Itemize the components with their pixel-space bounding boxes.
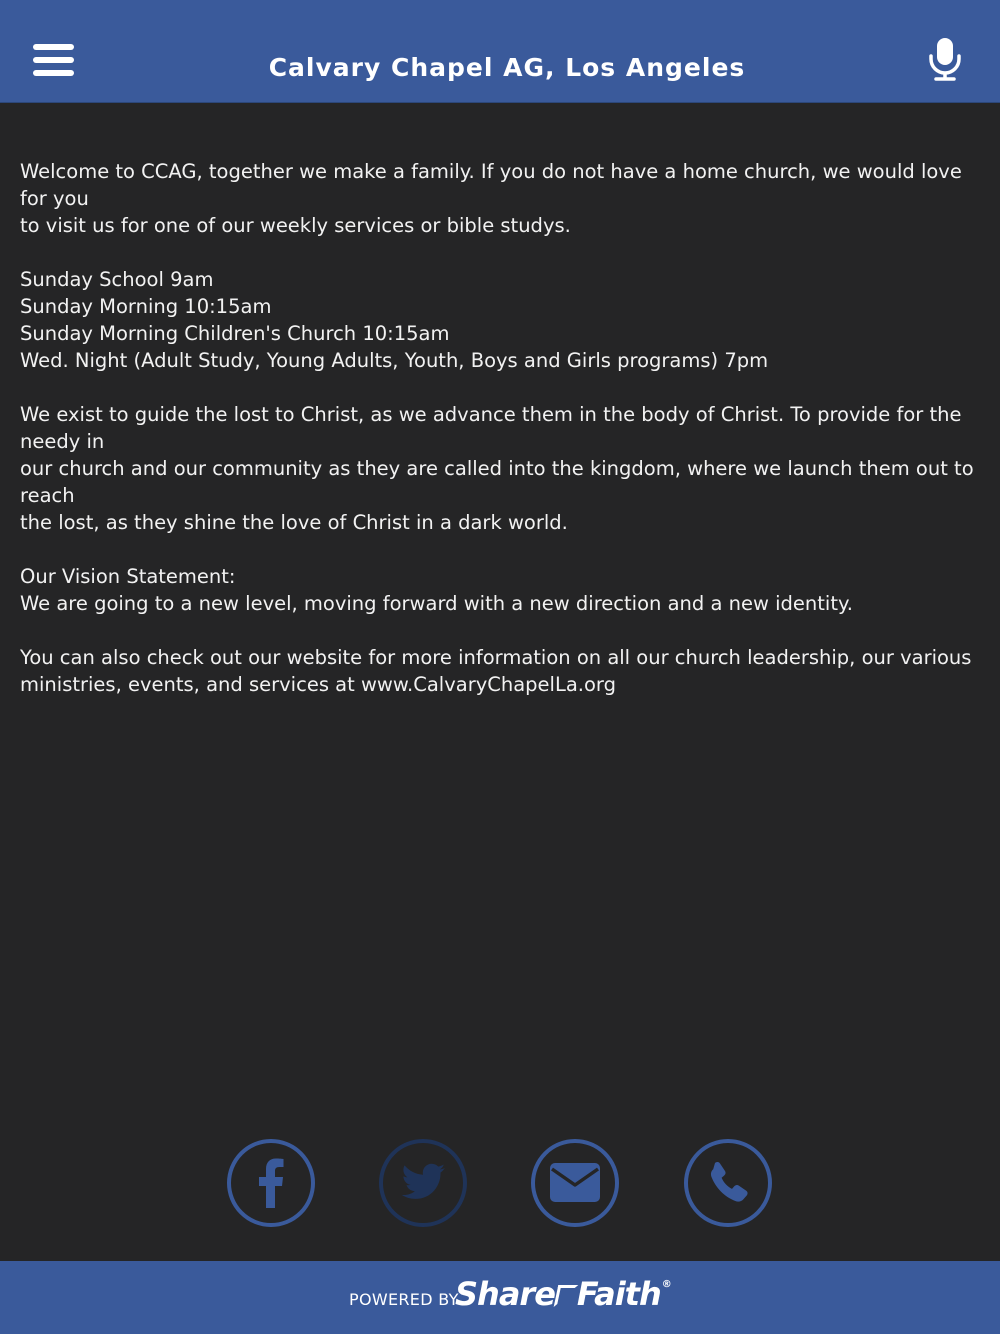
vision-heading: Our Vision Statement: bbox=[20, 565, 236, 588]
vision-text: We are going to a new level, moving forward with a new direction and a new identity. bbox=[20, 592, 853, 615]
mission-line: our church and our community as they are called into the kingdom, where we launch them out to reach bbox=[20, 457, 974, 507]
schedule-item: Sunday School 9am bbox=[20, 268, 214, 291]
schedule-paragraph bbox=[20, 266, 980, 374]
facebook-button[interactable] bbox=[226, 1138, 316, 1228]
hamburger-menu-icon[interactable] bbox=[33, 44, 74, 77]
email-button[interactable] bbox=[530, 1138, 620, 1228]
footer-bar bbox=[0, 1261, 1000, 1334]
menu-bar-middle bbox=[33, 57, 74, 63]
welcome-paragraph bbox=[20, 158, 980, 239]
twitter-icon bbox=[378, 1138, 468, 1228]
twitter-button[interactable] bbox=[378, 1138, 468, 1228]
facebook-icon bbox=[226, 1138, 316, 1228]
mission-paragraph bbox=[20, 401, 980, 536]
powered-by-label: POWERED BY bbox=[349, 1290, 459, 1309]
phone-icon bbox=[683, 1138, 773, 1228]
registered-mark: ® bbox=[661, 1279, 671, 1290]
page-title: Calvary Chapel AG, Los Angeles bbox=[268, 53, 746, 82]
schedule-item: Sunday Morning 10:15am bbox=[20, 295, 272, 318]
phone-button[interactable] bbox=[683, 1138, 773, 1228]
social-buttons bbox=[0, 1138, 1000, 1230]
email-icon bbox=[530, 1138, 620, 1228]
vision-paragraph bbox=[20, 563, 980, 617]
schedule-item: Wed. Night (Adult Study, Young Adults, Youth, Boys and Girls programs) 7pm bbox=[20, 349, 769, 372]
top-bar bbox=[0, 0, 1000, 103]
welcome-line: Welcome to CCAG, together we make a family. If you do not have a home church, we would love for you bbox=[20, 160, 962, 210]
menu-bar-bottom bbox=[33, 70, 74, 76]
mission-line: We exist to guide the lost to Christ, as we advance them in the body of Christ. To provide for the needy in bbox=[20, 403, 962, 453]
website-line: ministries, events, and services at www.CalvaryChapelLa.org bbox=[20, 673, 616, 696]
brand-text-faith: Faith bbox=[576, 1275, 661, 1313]
mission-line: the lost, as they shine the love of Christ in a dark world. bbox=[20, 511, 568, 534]
sharefaith-logo[interactable] bbox=[455, 1275, 671, 1313]
website-paragraph bbox=[20, 644, 980, 698]
website-line: You can also check out our website for more information on all our church leadership, our various bbox=[20, 646, 972, 669]
microphone-icon[interactable] bbox=[927, 36, 963, 82]
welcome-line: to visit us for one of our weekly services or bible studys. bbox=[20, 214, 571, 237]
sharefaith-logo-mark bbox=[554, 1285, 579, 1307]
schedule-item: Sunday Morning Children's Church 10:15am bbox=[20, 322, 450, 345]
brand-text-share: Share bbox=[455, 1275, 555, 1313]
menu-bar-top bbox=[33, 44, 74, 50]
about-content bbox=[20, 158, 980, 725]
